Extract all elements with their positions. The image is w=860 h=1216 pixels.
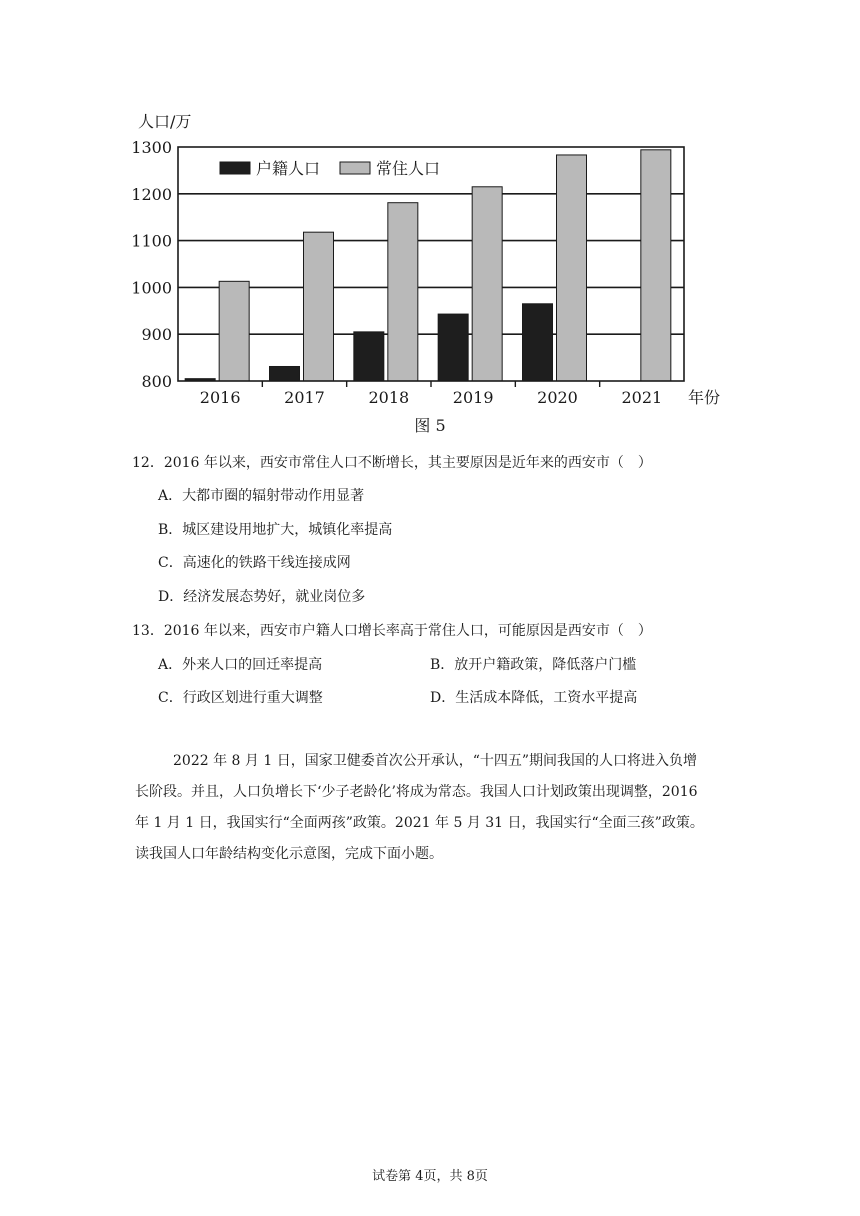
bar-changzhu-2017 bbox=[304, 232, 334, 381]
x-tick-label-2020: 2020 bbox=[537, 388, 578, 407]
passage-line-3: 年 1 月 1 日，我国实行“全面两孩”政策。2021 年 5 月 31 日，我国实行“全面三孩”政策。 bbox=[135, 815, 704, 831]
bar-changzhu-2018 bbox=[388, 203, 418, 381]
legend-label-changzhu: 常住人口 bbox=[376, 159, 441, 178]
passage-line-1: 2022 年 8 月 1 日，国家卫健委首次公开承认，“十四五”期间我国的人口将进入负增 bbox=[173, 753, 698, 769]
legend-swatch-huji bbox=[220, 162, 250, 174]
y-tick-label-1000: 1000 bbox=[131, 278, 172, 298]
bar-huji-2019 bbox=[438, 314, 468, 381]
question-13-option-a: A．外来人口的回迁率提高 bbox=[158, 657, 323, 673]
bar-changzhu-2020 bbox=[557, 155, 587, 381]
bar-changzhu-2019 bbox=[472, 187, 502, 381]
x-tick-label-2018: 2018 bbox=[368, 388, 410, 407]
question-13-option-d: D．生活成本降低，工资水平提高 bbox=[430, 690, 638, 706]
question-12-stem: 12．2016 年以来，西安市常住人口不断增长，其主要原因是近年来的西安市（ ） bbox=[132, 455, 652, 471]
legend-label-huji: 户籍人口 bbox=[256, 159, 321, 178]
x-tick-label-2021: 2021 bbox=[621, 388, 663, 407]
x-tick-label-2017: 2017 bbox=[284, 388, 325, 407]
question-12-option-c: C．高速化的铁路干线连接成网 bbox=[158, 555, 351, 571]
plot-frame bbox=[178, 147, 684, 381]
population-bar-chart bbox=[120, 105, 740, 415]
question-12-option-d: D．经济发展态势好，就业岗位多 bbox=[158, 589, 366, 605]
question-13-option-b: B．放开户籍政策，降低落户门槛 bbox=[430, 657, 637, 673]
figure-5 bbox=[120, 105, 740, 435]
bar-changzhu-2021 bbox=[641, 150, 671, 381]
x-tick-label-2019: 2019 bbox=[452, 388, 494, 407]
y-tick-label-1300: 1300 bbox=[131, 138, 172, 157]
page-footer: 试卷第 4页，共 8页 bbox=[372, 1169, 488, 1184]
y-tick-label-1100: 1100 bbox=[131, 231, 172, 251]
bar-huji-2017 bbox=[270, 366, 300, 381]
x-axis-label: 年份 bbox=[688, 388, 721, 407]
passage-line-4: 读我国人口年龄结构变化示意图，完成下面小题。 bbox=[135, 846, 443, 862]
y-tick-label-800: 800 bbox=[141, 372, 172, 391]
figure-caption: 图 5 bbox=[414, 416, 446, 435]
question-13-option-c: C．行政区划进行重大调整 bbox=[158, 690, 323, 706]
y-tick-label-1200: 1200 bbox=[131, 184, 172, 204]
question-12-option-b: B．城区建设用地扩大，城镇化率提高 bbox=[158, 522, 393, 538]
y-axis-label: 人口/万 bbox=[138, 112, 192, 131]
y-tick-label-900: 900 bbox=[141, 325, 172, 345]
bar-huji-2018 bbox=[354, 332, 384, 381]
passage-line-2: 长阶段。并且，人口负增长下‘少子老龄化’将成为常态。我国人口计划政策出现调整，2016 bbox=[135, 784, 698, 800]
legend-swatch-changzhu bbox=[340, 162, 370, 174]
x-tick-label-2016: 2016 bbox=[199, 388, 241, 407]
bar-changzhu-2016 bbox=[219, 281, 249, 381]
question-12-option-a: A．大都市圈的辐射带动作用显著 bbox=[158, 488, 365, 504]
bar-huji-2020 bbox=[523, 304, 553, 381]
question-13-stem: 13．2016 年以来，西安市户籍人口增长率高于常住人口，可能原因是西安市（ ） bbox=[132, 623, 652, 639]
passage bbox=[135, 746, 745, 870]
